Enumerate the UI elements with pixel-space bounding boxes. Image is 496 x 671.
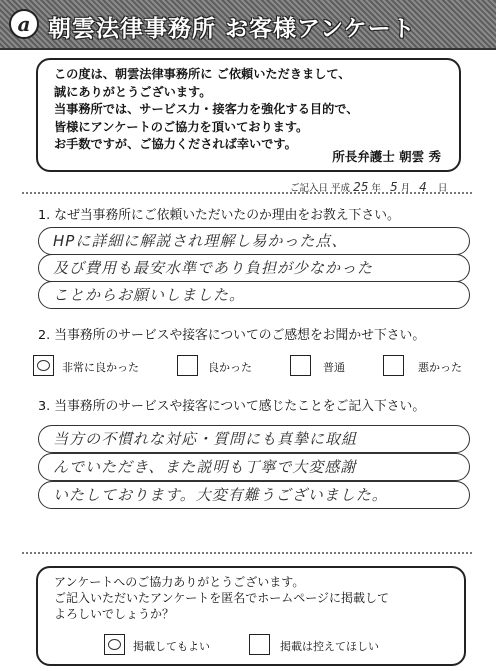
answer-1-line-2[interactable]: 及び費用も最安水準であり負担が少なかった <box>38 254 470 282</box>
date-day[interactable]: 4 <box>419 180 427 194</box>
answer-3-line-2[interactable]: んでいただき、また説明も丁寧で大変感謝 <box>38 453 470 481</box>
answer-3-line-1[interactable]: 当方の不慣れな対応・質問にも真摯に取組 <box>38 425 470 453</box>
question-1: 1. なぜ当事務所にご依頼いただいたのか理由をお教え下さい。 <box>38 208 400 223</box>
checkbox-publish-ok[interactable] <box>104 634 125 655</box>
date-month[interactable]: 5 <box>389 180 398 194</box>
circle-mark-icon <box>108 639 121 650</box>
intro-line: 当事務所では、サービス力・接客力を強化する目的で、 <box>54 102 359 116</box>
question-2: 2. 当事務所のサービスや接客についてのご感想をお聞かせ下さい。 <box>38 328 426 343</box>
date-month-unit: 月 <box>400 183 411 194</box>
option-publish-no-label: 掲載は控えてほしい <box>280 640 379 653</box>
intro-line: 誠にありがとうございます。 <box>54 84 212 99</box>
intro-box <box>36 58 461 172</box>
answer-1-line-3[interactable]: ことからお願いしました。 <box>38 281 470 309</box>
option-good-label: 良かった <box>208 361 252 374</box>
checkbox-very-good[interactable] <box>33 355 54 376</box>
divider <box>22 192 472 194</box>
checkbox-good[interactable] <box>177 355 198 376</box>
question-3: 3. 当事務所のサービスや接客について感じたことをご記入下さい。 <box>38 399 426 414</box>
consent-line: よろしいでしょうか？ <box>54 607 175 621</box>
intro-line: この度は、朝雲法律事務所に ご依頼いただきまして、 <box>54 67 351 81</box>
date-year-unit: 年 <box>371 183 381 194</box>
date-day-unit: 日 <box>437 183 448 194</box>
option-publish-ok-label: 掲載してもよい <box>133 640 210 653</box>
circle-mark-icon <box>37 360 50 371</box>
consent-line: アンケートへのご協力ありがとうございます。 <box>54 575 305 589</box>
date-year[interactable]: 25 <box>353 180 369 194</box>
checkbox-neutral[interactable] <box>290 355 311 376</box>
option-neutral-label: 普通 <box>323 361 345 374</box>
option-very-good-label: 非常に良かった <box>62 361 139 374</box>
logo-icon: a <box>9 9 39 39</box>
checkbox-bad[interactable] <box>383 355 404 376</box>
checkbox-publish-no[interactable] <box>249 634 270 655</box>
answer-1-line-1[interactable]: HPに詳細に解説され理解し易かった点、 <box>38 227 470 255</box>
answer-3-line-3[interactable]: いたしております。大変有難うございました。 <box>38 481 470 509</box>
header-banner <box>0 0 496 50</box>
page-title: 朝雲法律事務所 お客様アンケート <box>48 16 416 42</box>
date-era: 平成 <box>331 183 351 194</box>
intro-line: 皆様にアンケートのご協力を頂いております。 <box>54 119 309 134</box>
intro-line: お手数ですが、ご協力くだされば幸いです。 <box>54 137 297 151</box>
consent-line: ご記入いただいたアンケートを匿名でホームページに掲載して <box>54 591 390 605</box>
date-label: ご記入日 <box>290 183 329 194</box>
signature: 所長弁護士 朝雲 秀 <box>332 148 441 164</box>
option-bad-label: 悪かった <box>418 361 462 374</box>
divider <box>22 552 472 554</box>
